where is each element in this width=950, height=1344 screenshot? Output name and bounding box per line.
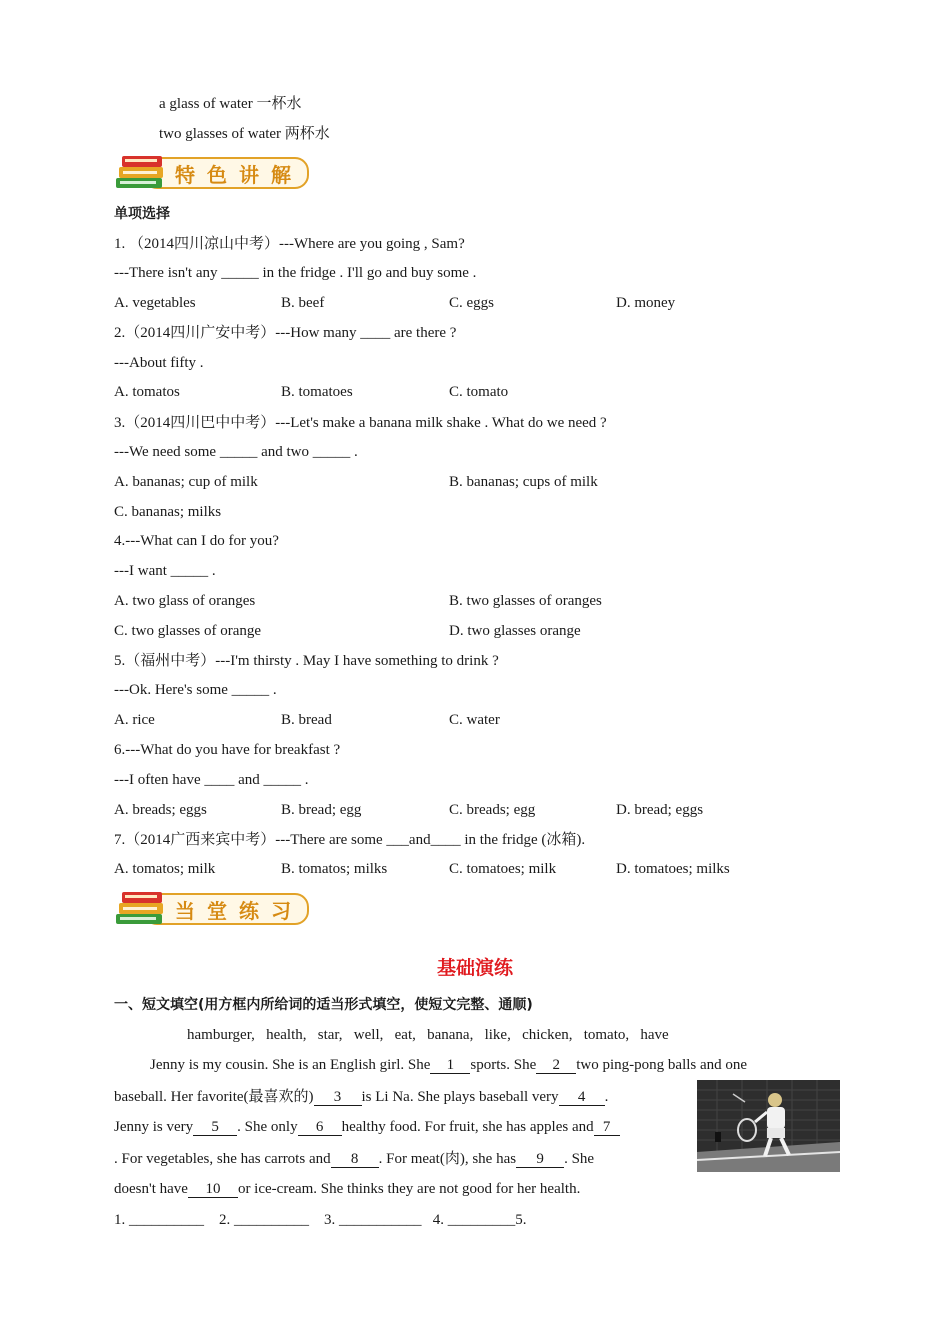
q2-option-a: A. tomatos bbox=[114, 384, 180, 400]
word-box: hamburger, health, star, well, eat, banana, like, chicken, tomato, have bbox=[187, 1027, 669, 1043]
q6-option-b: B. bread; egg bbox=[281, 802, 362, 818]
q7-stem: 7.（2014广西来宾中考）---There are some ___and____ in the fridge (冰箱). bbox=[114, 832, 586, 848]
blank-2: 2 bbox=[536, 1057, 576, 1074]
q1-option-c: C. eggs bbox=[449, 295, 494, 311]
passage-line-1: Jenny is my cousin. She is an English girl. She 1 sports. She 2 two ping-pong balls and one bbox=[150, 1057, 748, 1073]
q3-line2: ---We need some _____ and two _____ . bbox=[114, 444, 358, 460]
tennis-player-photo bbox=[697, 1080, 840, 1172]
blank-3: 3 bbox=[314, 1089, 362, 1106]
q4-option-c: C. two glasses of orange bbox=[114, 623, 262, 639]
q2-option-c: C. tomato bbox=[449, 384, 509, 400]
blank-8: 8 bbox=[331, 1151, 379, 1168]
q6-line2: ---I often have ____ and _____ . bbox=[114, 772, 309, 788]
q7-option-d: D. tomatoes; milks bbox=[616, 861, 730, 877]
q5-option-c: C. water bbox=[449, 712, 500, 728]
q5-stem: 5.（福州中考）---I'm thirsty . May I have something to drink ? bbox=[114, 653, 499, 669]
practice-badge bbox=[113, 886, 309, 930]
q2-option-b: B. tomatoes bbox=[281, 384, 353, 400]
section-title: 单项选择 bbox=[114, 206, 170, 222]
practice-badge-label: 当堂练习 bbox=[175, 899, 303, 923]
q6-option-a: A. breads; eggs bbox=[114, 802, 207, 818]
q6-option-c: C. breads; egg bbox=[449, 802, 536, 818]
q1-option-d: D. money bbox=[616, 295, 676, 311]
q3-stem: 3.（2014四川巴中中考）---Let's make a banana milk shake . What do we need ? bbox=[114, 415, 607, 431]
q7-option-a: A. tomatos; milk bbox=[114, 861, 216, 877]
q7-option-c: C. tomatoes; milk bbox=[449, 861, 557, 877]
q6-stem: 6.---What do you have for breakfast ? bbox=[114, 742, 341, 758]
practice-title: 基础演练 bbox=[436, 957, 513, 979]
q4-option-d: D. two glasses orange bbox=[449, 623, 581, 639]
featured-badge-label: 特色讲解 bbox=[175, 163, 303, 187]
q1-stem: 1. （2014四川凉山中考）---Where are you going , Sam? bbox=[114, 236, 465, 252]
blank-6: 6 bbox=[298, 1119, 342, 1136]
q1-option-b: B. beef bbox=[281, 295, 325, 311]
blank-9: 9 bbox=[516, 1151, 564, 1168]
q2-stem: 2.（2014四川广安中考）---How many ____ are there ? bbox=[114, 325, 457, 341]
blank-10: 10 bbox=[188, 1181, 238, 1198]
q4-option-a: A. two glass of oranges bbox=[114, 593, 256, 609]
intro-line-2: two glasses of water 两杯水 bbox=[159, 126, 330, 142]
books-icon bbox=[113, 150, 173, 194]
q6-option-d: D. bread; eggs bbox=[616, 802, 704, 818]
blank-5: 5 bbox=[193, 1119, 237, 1136]
intro-line-1: a glass of water 一杯水 bbox=[159, 96, 302, 112]
q4-line2: ---I want _____ . bbox=[114, 563, 216, 579]
q3-option-a: A. bananas; cup of milk bbox=[114, 474, 258, 490]
q7-option-b: B. tomatos; milks bbox=[281, 861, 388, 877]
passage-line-5: doesn't have 10 or ice-cream. She thinks they are not good for her health. bbox=[114, 1181, 581, 1197]
q5-line2: ---Ok. Here's some _____ . bbox=[114, 682, 277, 698]
q2-line2: ---About fifty . bbox=[114, 355, 204, 371]
passage-line-2: baseball. Her favorite(最喜欢的) 3 is Li Na. She plays baseball very 4 . bbox=[114, 1089, 609, 1105]
q4-option-b: B. two glasses of oranges bbox=[449, 593, 602, 609]
q5-option-b: B. bread bbox=[281, 712, 332, 728]
featured-badge bbox=[113, 150, 309, 194]
blank-7: 7 bbox=[594, 1119, 620, 1136]
q3-option-c: C. bananas; milks bbox=[114, 504, 222, 520]
passage-line-4: . For vegetables, she has carrots and 8 . For meat(肉), she has 9 . She bbox=[114, 1151, 595, 1167]
answer-line: 1. __________ 2. __________ 3. ___________ 4. _________5. bbox=[114, 1212, 527, 1228]
practice-instruction: 一、短文填空(用方框内所给词的适当形式填空，使短文完整、通顺) bbox=[114, 997, 533, 1013]
q5-option-a: A. rice bbox=[114, 712, 155, 728]
q1-line2: ---There isn't any _____ in the fridge . I'll go and buy some . bbox=[114, 265, 477, 281]
blank-1: 1 bbox=[430, 1057, 470, 1074]
q3-option-b: B. bananas; cups of milk bbox=[449, 474, 598, 490]
passage-line-3: Jenny is very 5 . She only 6 healthy food. For fruit, she has apples and 7 bbox=[114, 1117, 620, 1137]
books-icon bbox=[113, 886, 173, 930]
q4-stem: 4.---What can I do for you? bbox=[114, 533, 279, 549]
q1-option-a: A. vegetables bbox=[114, 295, 196, 311]
blank-4: 4 bbox=[559, 1089, 605, 1106]
